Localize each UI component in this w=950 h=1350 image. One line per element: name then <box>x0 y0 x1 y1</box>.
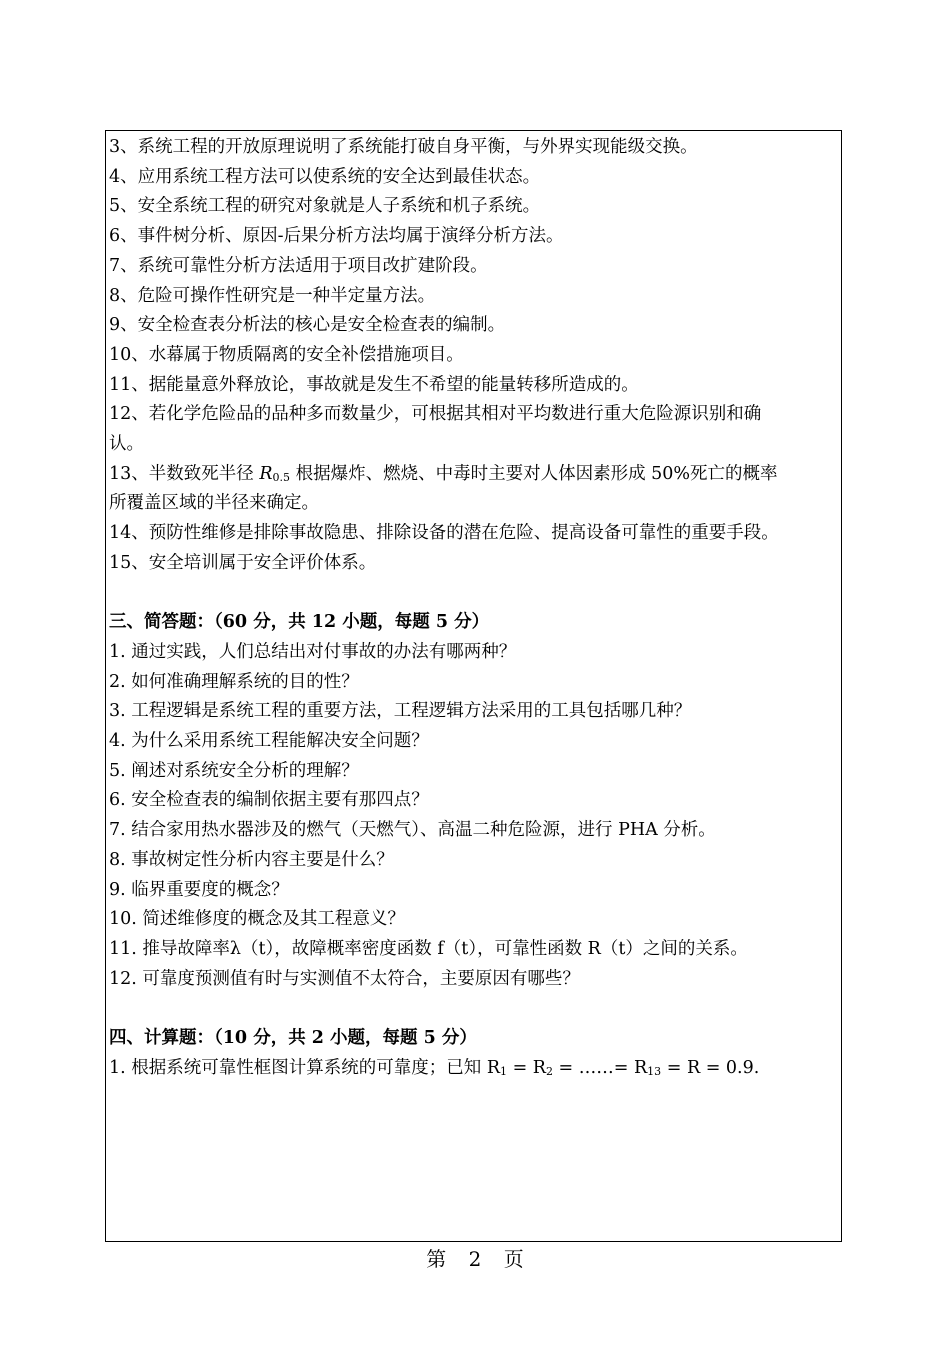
tf-item-10: 10、水幕属于物质隔离的安全补偿措施项目。 <box>109 344 464 365</box>
sa-item-7: 7. 结合家用热水器涉及的燃气（天燃气）、高温二种危险源，进行 PHA 分析。 <box>109 820 716 841</box>
section-gap <box>109 994 838 1024</box>
calc-eq-1: = R <box>507 1057 546 1078</box>
sa-item-4: 4. 为什么采用系统工程能解决安全问题？ <box>109 731 429 752</box>
sa-item-6: 6. 安全检查表的编制依据主要有那四点？ <box>109 790 429 811</box>
tf-item-15: 15、安全培训属于安全评价体系。 <box>109 552 377 573</box>
tf-item-11: 11、据能量意外释放论，事故就是发生不希望的能量转移所造成的。 <box>109 374 639 395</box>
tf-item-5: 5、安全系统工程的研究对象就是人子系统和机子系统。 <box>109 196 541 217</box>
calc-eq-2: = ……= R <box>552 1057 648 1078</box>
tf-item-12-line1: 12、若化学危险品的品种多而数量少，可根据其相对平均数进行重大危险源识别和确 <box>109 404 762 425</box>
tf-item-9: 9、安全检查表分析法的核心是安全检查表的编制。 <box>109 315 506 336</box>
exam-content <box>109 133 838 1083</box>
tf-item-6: 6、事件树分析、原因-后果分析方法均属于演绎分析方法。 <box>109 226 564 247</box>
radius-subscript: 0.5 <box>272 470 291 484</box>
calc-sub-2: 2 <box>545 1064 553 1078</box>
sa-item-12: 12. 可靠度预测值有时与实测值不太符合，主要原因有哪些？ <box>109 968 580 989</box>
sa-item-9: 9. 临界重要度的概念？ <box>109 879 289 900</box>
tf-item-3: 3、系统工程的开放原理说明了系统能打破自身平衡，与外界实现能级交换。 <box>109 137 698 157</box>
page-label-suffix: 页 <box>503 1247 524 1271</box>
page-footer <box>0 1244 950 1274</box>
calc-item-1 <box>109 1054 838 1084</box>
page-number: 2 <box>468 1247 482 1271</box>
tf-item-14: 14、预防性维修是排除事故隐患、排除设备的潜在危险、提高设备可靠性的重要手段。 <box>109 523 779 544</box>
tf-item-12-line2: 认。 <box>109 434 144 455</box>
section3-heading: 三、简答题：（60 分，共 12 小题，每题 5 分） <box>109 612 490 633</box>
section-gap <box>109 579 838 609</box>
sa-item-8: 8. 事故树定性分析内容主要是什么？ <box>109 849 394 870</box>
tf-item-4: 4、应用系统工程方法可以使系统的安全达到最佳状态。 <box>109 166 541 187</box>
sa-item-2: 2. 如何准确理解系统的目的性？ <box>109 671 359 692</box>
sa-item-3: 3. 工程逻辑是系统工程的重要方法，工程逻辑方法采用的工具包括哪几种？ <box>109 701 692 722</box>
tf-item-8: 8、危险可操作性研究是一种半定量方法。 <box>109 285 436 306</box>
radius-symbol: R <box>259 463 273 484</box>
tf-item-13-rest: 根据爆炸、燃烧、中毒时主要对人体因素形成 50%死亡的概率 <box>290 463 778 484</box>
tf-item-13-prefix: 13、半数致死半径 <box>109 463 260 484</box>
calc-item-1-text: 1. 根据系统可靠性框图计算系统的可靠度；已知 R <box>109 1057 500 1078</box>
sa-item-11: 11. 推导故障率λ（t），故障概率密度函数 f（t），可靠性函数 R（t）之间的关系。 <box>109 938 748 959</box>
calc-sub-1: 1 <box>500 1064 507 1078</box>
calc-sub-13: 13 <box>647 1064 662 1078</box>
exam-page-frame <box>105 130 842 1242</box>
calc-eq-3: = R = 0.9. <box>661 1057 760 1078</box>
sa-item-1: 1. 通过实践，人们总结出对付事故的办法有哪两种？ <box>109 641 517 662</box>
page-label-prefix: 第 <box>426 1247 447 1271</box>
tf-item-13-line1 <box>109 460 838 490</box>
section4-heading: 四、计算题：（10 分，共 2 小题，每题 5 分） <box>109 1028 477 1049</box>
tf-item-7: 7、系统可靠性分析方法适用于项目改扩建阶段。 <box>109 255 488 276</box>
sa-item-5: 5. 阐述对系统安全分析的理解？ <box>109 760 359 781</box>
tf-item-13-line2: 所覆盖区域的半径来确定。 <box>109 493 319 514</box>
sa-item-10: 10. 简述维修度的概念及其工程意义？ <box>109 909 405 930</box>
